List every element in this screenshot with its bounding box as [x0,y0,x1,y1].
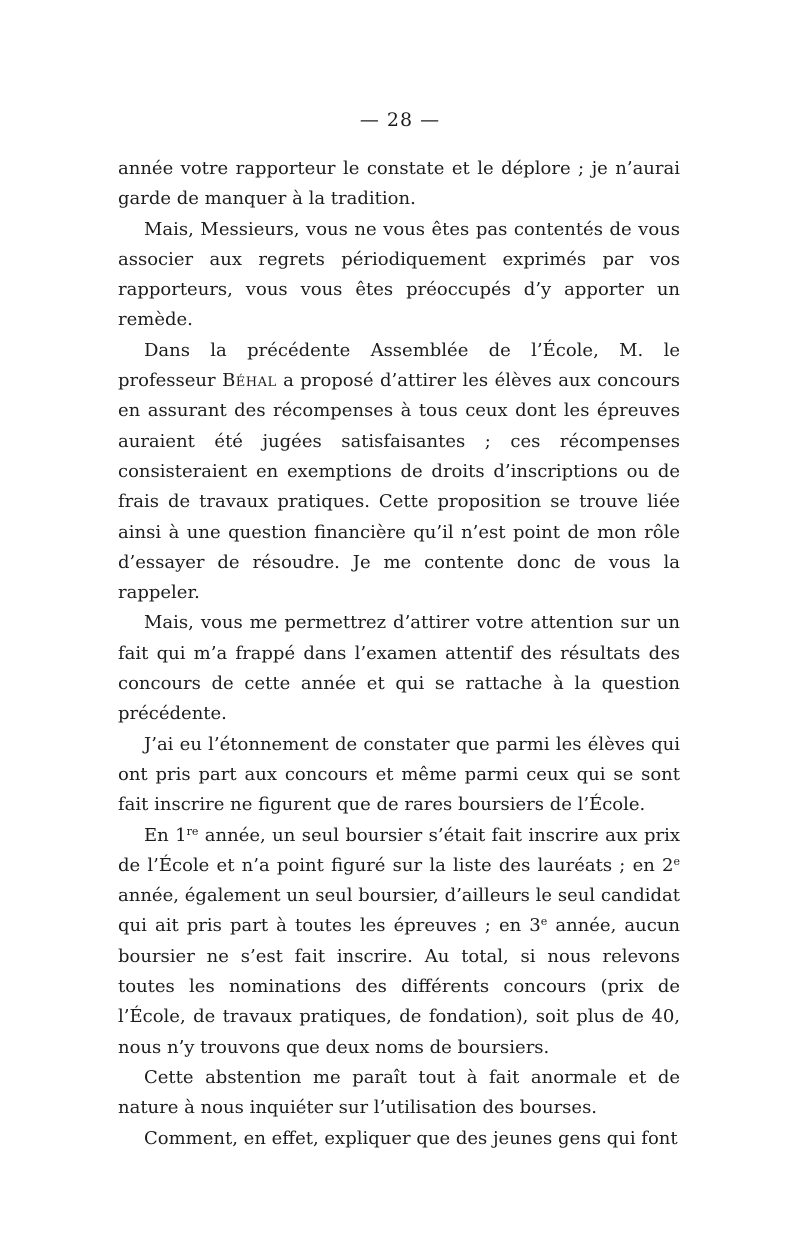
ordinal-suffix-third: e [540,915,548,929]
paragraph-observation: Mais, vous me permettrez d’attirer votre attention sur un fait qui m’a frappé dans l’examen attentif des résultats des concours de cette année et qui se rattache à la question précédente. [118,612,680,725]
paragraph-years-part-3: année, également un seul boursier, d’ailleurs le seul candidat qui ait pris part à toutes les épreuves ; en 3 [118,885,680,937]
professor-name: Béhal [222,370,277,392]
paragraph-years-part-2: année, un seul boursier s’était fait inscrire aux prix de l’École et n’a point figuré sur la liste des lauréats ; en 2 [118,824,681,876]
body-text [118,154,680,1154]
paragraph-remedy: Mais, Messieurs, vous ne vous êtes pas contentés de vous associer aux regrets périodiquement exprimés par vos rapporteurs, vous vous êtes préoccupés d’y apporter un remède. [118,218,680,331]
paragraph-abstention: Cette abstention me paraît tout à fait anormale et de nature à nous inquiéter sur l’utilisation des bourses. [118,1066,680,1119]
paragraph-proposal-start: Dans la précédente Assemblée de l’École, M. le professeur [118,339,680,392]
paragraph-years-part-1: En 1 [144,824,187,846]
paragraph-proposal-end: a proposé d’attirer les élèves aux concours en assurant des récompenses à tous ceux dont les épreuves auraient été jugées satisfaisantes ; ces récompenses consisteraient en exemptions de droits d’inscriptions ou de frais de travaux pratiques. Cette proposition se trouve liée ainsi à une question financière qu’il n’est point de mon rôle d’essayer de résoudre. Je me contente donc de vous la rappeler. [118,370,680,604]
paragraph-years-part-4: année, aucun boursier ne s’est fait inscrire. Au total, si nous relevons toutes les nominations des différents concours (prix de l’École, de travaux pratiques, de fondation), soit plus de 40, nous n’y trouvons que deux noms de boursiers. [118,915,680,1058]
ordinal-suffix-second: e [673,854,680,868]
paragraph-astonishment: J’ai eu l’étonnement de constater que parmi les élèves qui ont pris part aux concours et même parmi ceux qui se sont fait inscrire ne figurent que de rares boursiers de l’École. [118,733,680,816]
paragraph-years [118,821,680,1063]
ordinal-suffix-first: re [186,824,199,838]
page-number: — 28 — [359,109,441,131]
paragraph-proposal [118,336,680,609]
paragraph-question: Comment, en effet, expliquer que des jeunes gens qui font [144,1127,678,1149]
paragraph-continuation: année votre rapporteur le constate et le déplore ; je n’aurai garde de manquer à la tradition. [118,158,680,210]
